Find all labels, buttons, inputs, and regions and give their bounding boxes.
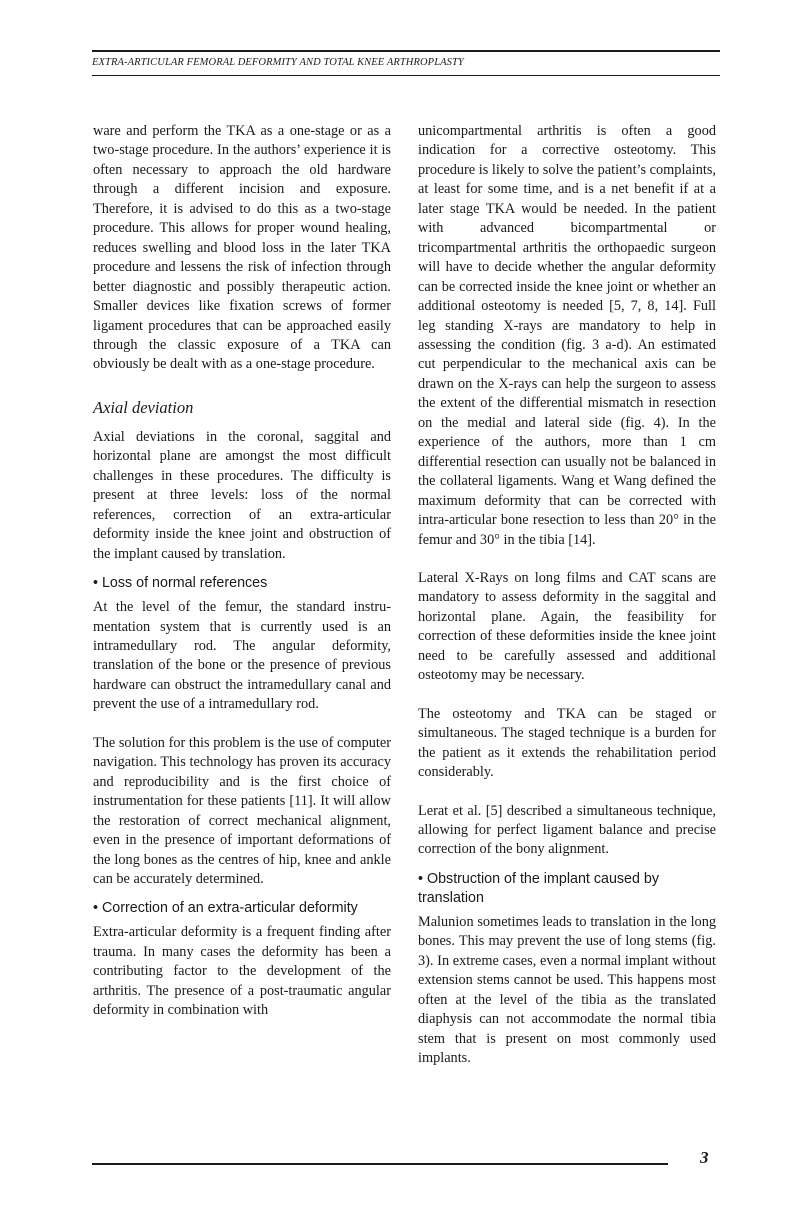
- paragraph: ware and perform the TKA as a one-stage or as a two-stage procedure. In the authors’ experience it is often necessary to approach the old hardware through a different incision and exposure. Therefore, it is advised to do this as a two-stage procedure. This allows for proper wound healing, reduces swelling and blood loss in the later TKA procedure and lessens the risk of infection through better diagnostic and possibly therapeutic action. Smaller devices like fixation screws of former ligament procedures that can be approached easily through the classic exposure of a TKA can obviously be dealt with as a one-stage procedure.: [93, 123, 391, 373]
- paragraph: The solution for this problem is the use of computer navigation. This technology has proven its accuracy and reproducibility and is the first choice of instrumentation for these patients [11]. It will allow the restoration of correct mechanical alignment, even in the presence of important deformations of the long bones as the centres of hip, knee and ankle can be accurately determined.: [93, 734, 391, 887]
- paragraph: unicompartmental arthritis is often a good indication for a corrective osteotomy. This procedure is likely to solve the patient’s complaints, at least for some time, and is a net benefit if at a later stage TKA would be needed. In the patient with advanced bicompartmental or tricompartmental arthritis the orthopaedic surgeon will have to decide whether the angular deformity can be corrected inside the knee joint or whether an additional osteotomy is needed [5, 7, 8, 14]. Full leg standing X-rays are mandatory to help in assessing the condition (fig. 3 a-d). An estimated cut perpendicular to the mechanical axis can be drawn on the X-rays can help the surgeon to assess the extent of the differential mismatch in resection on the medial and lateral side (fig. 4). In the experience of the authors, more than 1 cm differential resection can usually not be balanced in the collateral ligaments. Wang et Wang defined the maximum deformity that can be corrected with intra-articular bone resection to less than 20° in the femur and 30° in the tibia [14].: [418, 123, 716, 548]
- header-top-rule: [92, 50, 720, 52]
- paragraph: Malunion sometimes leads to translation in the long bones. This may prevent the use of long stems (fig. 3). In extreme cases, even a normal implant without extension stems cannot be used. This happens most often at the level of the tibia as the translated diaphysis can not accommodate the normal tibia stem that is present on most commonly used implants.: [418, 913, 716, 1067]
- paragraph: Lateral X-Rays on long films and CAT scans are mandatory to assess deformity in the saggital and horizontal plane. Again, the feasibility for correction of these deformities inside the knee joint need to be carefully assessed and additional osteotomy may be necessary.: [418, 569, 716, 684]
- subheading-obstruction-of-implant: • Obstruction of the implant caused by translation: [418, 870, 660, 906]
- paragraph: Extra-articular deformity is a frequent finding after trauma. In many cases the deformity has been a contributing factor to the development of the arthritis. The presence of a post-traumatic angular deformity in combination with: [93, 924, 391, 1019]
- subheading-loss-of-normal-references: • Loss of normal references: [93, 575, 268, 592]
- subheading-correction-extra-articular: • Correction of an extra-articular deformity: [93, 900, 358, 917]
- section-heading-axial-deviation: Axial deviation: [93, 397, 194, 417]
- paragraph: At the level of the femur, the standard instrumentation system that is currently used is an intramedullary rod. The angular deformity, translation of the bone or the presence of previous hardware can obstruct the intramedullary canal and prevent the use of a intramedullary rod.: [93, 599, 391, 713]
- right-column: [418, 122, 716, 1068]
- running-header: EXTRA-ARTICULAR FEMORAL DEFORMITY AND TOTAL KNEE ARTHROPLASTY: [92, 57, 464, 68]
- footer-rule: [92, 1163, 668, 1165]
- page-number: 3: [700, 1148, 709, 1167]
- paragraph: Lerat et al. [5] described a simultaneous technique, allowing for perfect ligament balance and precise correction of the bony alignment.: [418, 802, 716, 858]
- header-bottom-rule: [92, 75, 720, 76]
- paragraph: Axial deviations in the coronal, saggital and horizontal plane are amongst the most difficult challenges in these procedures. The difficulty is present at three levels: loss of the normal references, correction of an extra-articular deformity inside the knee joint and obstruction of the implant caused by translation.: [93, 428, 391, 562]
- paragraph: The osteotomy and TKA can be staged or simultaneous. The staged technique is a burden for the patient as it extends the rehabilitation period considerably.: [418, 705, 716, 781]
- left-column: [93, 122, 391, 1021]
